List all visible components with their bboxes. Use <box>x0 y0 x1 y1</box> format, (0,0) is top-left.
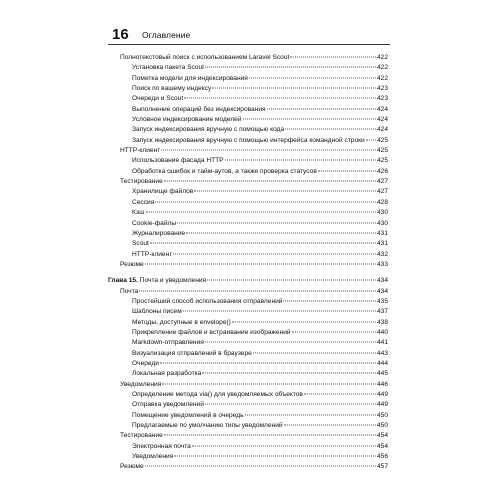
toc-entry-label: Тестирование <box>120 432 163 440</box>
toc-entry <box>108 307 388 317</box>
toc-page-number: 434 <box>376 277 388 285</box>
dot-leader <box>177 222 376 223</box>
dot-leader <box>164 435 376 436</box>
toc-entry <box>108 63 388 73</box>
toc-page-number: 422 <box>376 54 388 61</box>
toc-page-number: 450 <box>376 411 388 419</box>
toc-entry-label: Отправка уведомлений <box>132 401 204 409</box>
toc-entry-label: Markdown-отправления <box>132 339 204 347</box>
toc-entry-title <box>132 156 224 166</box>
toc-page-number: 424 <box>376 116 388 124</box>
dot-leader <box>253 352 376 353</box>
toc-entry <box>108 146 388 156</box>
toc-entry-title <box>132 229 185 239</box>
toc-entry-label: Почта и уведомления <box>139 277 207 285</box>
toc-entry-title <box>132 187 193 197</box>
toc-page-number: 423 <box>376 85 388 93</box>
toc-page-number: 425 <box>376 136 388 144</box>
toc-entry-title <box>120 146 160 156</box>
toc-entry-label: Хранилище файлов <box>132 188 194 196</box>
toc-chapter-entry <box>108 276 388 286</box>
toc-entry <box>108 74 388 84</box>
toc-entry-label: HTTP-клиент <box>132 250 173 258</box>
toc-page-number: 454 <box>376 432 388 440</box>
page-number: 16 <box>112 26 129 43</box>
toc-page-number: 444 <box>376 359 388 367</box>
dot-leader <box>212 88 376 89</box>
toc-entry-title <box>132 328 291 338</box>
toc-entry-label: Простейший способ использования отправлений <box>132 297 283 305</box>
toc-entry-label: Помещение уведомлений в очередь <box>132 411 244 419</box>
dot-leader <box>366 139 376 140</box>
toc-page-number: 457 <box>376 463 388 471</box>
toc-entry-label: Установка пакета Scout <box>132 64 204 72</box>
dot-leader <box>267 108 376 109</box>
dot-leader <box>205 67 376 68</box>
toc-entry-label: Сессия <box>132 198 155 206</box>
toc-entry <box>108 115 388 125</box>
dot-leader <box>184 98 376 99</box>
toc-entry <box>108 328 388 338</box>
toc-entry-title <box>132 442 191 452</box>
toc-entry-title <box>108 276 206 286</box>
toc-entry-label: Уведомления <box>120 380 162 388</box>
toc-entry <box>108 369 388 379</box>
toc-entry-title <box>132 125 284 135</box>
toc-entry-label: Резюме <box>120 260 144 268</box>
toc-entry <box>108 187 388 197</box>
toc-entry <box>108 421 388 431</box>
toc-page-number: 450 <box>376 422 388 430</box>
dot-leader <box>225 160 376 161</box>
toc-entry-title <box>132 219 176 229</box>
toc-page-number: 426 <box>376 167 388 175</box>
toc-entry <box>108 250 388 260</box>
dot-leader <box>205 404 376 405</box>
dot-leader <box>290 57 376 58</box>
dot-leader <box>243 119 376 120</box>
toc-entry-title <box>132 400 204 410</box>
toc-page-number: 430 <box>376 209 388 217</box>
chapter-prefix: Глава 15. <box>108 277 138 285</box>
toc-entry <box>108 136 388 146</box>
dot-leader <box>155 201 376 202</box>
toc-entry-title <box>132 208 145 218</box>
toc-entry-title <box>132 390 303 400</box>
toc-entry-title <box>132 421 283 431</box>
toc-entry-label: Предлагаемые по умолчанию типы уведомлений <box>132 422 283 430</box>
toc-entry-title <box>120 53 289 63</box>
dot-leader <box>173 253 376 254</box>
dot-leader <box>245 414 376 415</box>
toc-entry-label: Очереди и Scout <box>132 95 184 103</box>
dot-leader <box>162 383 376 384</box>
toc-entry-title <box>132 105 266 115</box>
dot-leader <box>160 362 376 363</box>
toc-entry-title <box>120 260 144 270</box>
toc-entry-title <box>132 84 211 94</box>
toc-entry-label: Локальная разработка <box>132 370 202 378</box>
dot-leader <box>145 263 376 264</box>
toc-entry-title <box>132 359 159 369</box>
dot-leader <box>292 331 376 332</box>
toc-entry-label: Scout <box>132 240 149 248</box>
dot-leader <box>183 311 376 312</box>
dot-leader <box>161 150 376 151</box>
toc-entry <box>108 84 388 94</box>
toc-entry-title <box>132 239 149 249</box>
toc-entry <box>108 400 388 410</box>
toc-page-number: 449 <box>376 391 388 398</box>
toc-page-number: 433 <box>376 260 388 268</box>
dot-leader <box>186 232 376 233</box>
toc-page-number: 427 <box>376 178 388 186</box>
toc-entry-title <box>120 431 163 441</box>
toc-page-number: 422 <box>376 74 388 82</box>
dot-leader <box>284 425 376 426</box>
toc-entry-label: Cookie-файлы <box>132 219 177 227</box>
toc-entry <box>108 318 388 328</box>
toc-entry-label: Прикрепление файлов и встраивание изображений <box>132 328 291 336</box>
toc-page-number: 432 <box>376 250 388 258</box>
toc-page-number: 430 <box>376 219 388 227</box>
dot-leader <box>194 191 376 192</box>
toc-entry-title <box>132 115 242 125</box>
toc-entry-title <box>132 198 154 208</box>
toc-page-number: 440 <box>376 328 388 336</box>
dot-leader <box>249 77 376 78</box>
toc-entry-label: Уведомления <box>132 453 174 461</box>
toc-page-number: 454 <box>376 442 388 450</box>
toc-entry <box>108 452 388 462</box>
dot-leader <box>150 243 376 244</box>
toc-entry <box>108 462 388 472</box>
toc-page-number: 446 <box>376 380 388 388</box>
toc-entry <box>108 297 388 307</box>
toc-page-number: 431 <box>376 240 388 248</box>
dot-leader <box>318 170 376 171</box>
toc-page-number: 424 <box>376 126 388 134</box>
toc-entry-label: Запуск индексирования вручную с помощью кода <box>132 126 285 134</box>
toc-entry <box>108 390 388 400</box>
toc-entry-title <box>132 369 201 379</box>
toc-entry-title <box>132 94 183 104</box>
toc-entry-label: Использование фасада HTTP <box>132 157 224 165</box>
toc-page-number: 428 <box>376 198 388 206</box>
toc-entry-title <box>132 136 365 146</box>
toc-entry-label: Поиск по вашему индексу <box>132 85 212 93</box>
toc-entry <box>108 177 388 187</box>
toc-page-number: 449 <box>376 401 388 409</box>
toc-entry <box>108 125 388 135</box>
dot-leader <box>232 321 376 322</box>
toc-entry-title <box>132 338 204 348</box>
toc-entry-label: Пометка модели для индексирования <box>132 74 248 82</box>
toc-entry-label: Условное индексирование моделей <box>132 116 242 124</box>
toc-entry <box>108 156 388 166</box>
toc-entry <box>108 198 388 208</box>
dot-leader <box>285 129 376 130</box>
toc-entry-label: Обработка ошибок и тайм-аутов, а также проверка статусов <box>132 167 317 175</box>
page-header <box>108 28 390 45</box>
toc-page-number: 423 <box>376 95 388 103</box>
toc-entry-title <box>132 297 282 307</box>
toc-page-number: 443 <box>376 349 388 357</box>
toc-entry-title <box>132 307 182 317</box>
toc-entry-title <box>132 318 231 328</box>
toc-entry <box>108 208 388 218</box>
toc-entry-title <box>132 167 317 177</box>
toc-entry <box>108 287 388 297</box>
toc-page-number: 435 <box>376 297 388 305</box>
toc-entry-label: Тестирование <box>120 178 163 186</box>
toc-page-number: 445 <box>376 370 388 378</box>
toc-entry-title <box>132 349 252 359</box>
toc-page-number: 431 <box>376 229 388 237</box>
running-title: Оглавление <box>142 30 191 40</box>
toc-entry-label: Выполнение операций без индексирования <box>132 105 266 113</box>
toc-page-number: 441 <box>376 339 388 347</box>
toc-entry-label: Электронная почта <box>132 442 191 450</box>
toc-entry <box>108 167 388 177</box>
dot-leader <box>192 445 376 446</box>
table-of-contents <box>108 53 388 473</box>
toc-entry <box>108 431 388 441</box>
dot-leader <box>139 290 376 291</box>
toc-entry <box>108 219 388 229</box>
toc-entry-title <box>132 411 244 421</box>
dot-leader <box>146 212 376 213</box>
toc-entry <box>108 260 388 270</box>
toc-entry-title <box>120 380 161 390</box>
toc-entry-title <box>132 250 172 260</box>
toc-entry-label: Визуализация отправлений в браузере <box>132 349 252 357</box>
toc-entry <box>108 338 388 348</box>
dot-leader <box>283 300 376 301</box>
toc-entry-title <box>132 452 173 462</box>
toc-page-number: 425 <box>376 157 388 165</box>
toc-entry <box>108 94 388 104</box>
toc-entry <box>108 349 388 359</box>
toc-page-number: 437 <box>376 308 388 316</box>
toc-entry <box>108 359 388 369</box>
toc-page-number: 427 <box>376 188 388 196</box>
toc-entry-label: HTTP-клиент <box>120 147 161 155</box>
toc-entry-title <box>120 287 138 297</box>
toc-entry-label: Полнотекстовый поиск с использованием Laravel Scout <box>120 54 290 61</box>
dot-leader <box>207 280 376 281</box>
toc-entry-title <box>120 462 144 472</box>
toc-entry-label: Определение метода via() для уведомляемых объектов <box>132 391 303 398</box>
toc-entry-label: Почта <box>120 287 139 295</box>
toc-entry-title <box>132 74 248 84</box>
toc-page-number: 456 <box>376 453 388 461</box>
toc-entry <box>108 442 388 452</box>
dot-leader <box>205 342 376 343</box>
toc-entry <box>108 380 388 390</box>
toc-entry-label: Журналирование <box>132 229 186 237</box>
toc-entry-title <box>120 177 163 187</box>
toc-entry <box>108 239 388 249</box>
toc-page-number: 425 <box>376 147 388 155</box>
dot-leader <box>304 394 376 395</box>
toc-page-number: 422 <box>376 64 388 72</box>
toc-entry-label: Методы, доступные в envelope() <box>132 318 231 326</box>
toc-page-number: 438 <box>376 318 388 326</box>
toc-page-number: 434 <box>376 287 388 295</box>
toc-entry-label: Запуск индексирования вручную с помощью интерфейса командной строки <box>132 136 365 144</box>
toc-entry-title <box>132 63 204 73</box>
toc-entry-label: Резюме <box>120 463 144 471</box>
toc-entry <box>108 53 388 63</box>
toc-entry <box>108 105 388 115</box>
toc-entry <box>108 411 388 421</box>
dot-leader <box>202 373 376 374</box>
toc-page-number: 424 <box>376 105 388 113</box>
dot-leader <box>164 181 376 182</box>
toc-entry-label: Очереди <box>132 359 159 367</box>
dot-leader <box>174 456 376 457</box>
toc-entry-label: Шаблоны писем <box>132 308 182 316</box>
toc-entry <box>108 229 388 239</box>
dot-leader <box>145 466 376 467</box>
toc-entry-label: Кэш <box>132 209 145 217</box>
